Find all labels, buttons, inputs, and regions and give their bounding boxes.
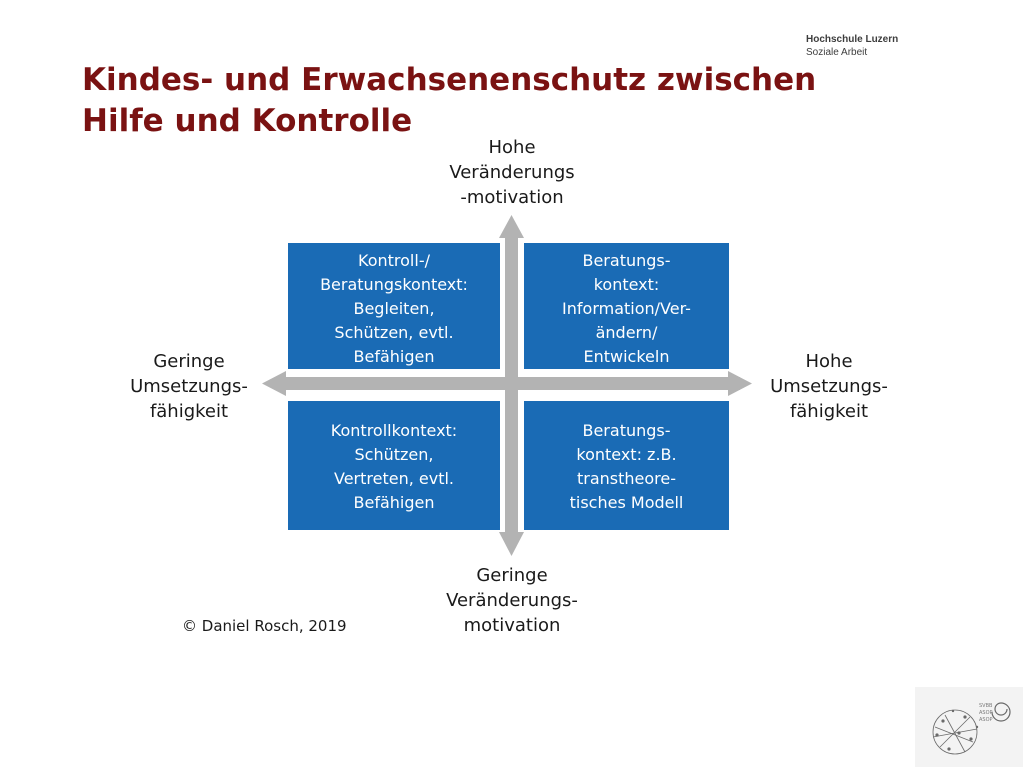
axis-label-right-line: fähigkeit xyxy=(789,401,869,422)
axis-label-top-line: Veränderungs xyxy=(449,162,575,183)
quadrant-bottom-left-line: Schützen, xyxy=(354,445,434,464)
quadrant-top-left-line: Kontroll-/ xyxy=(358,251,430,270)
quadrant-top-left-line: Beratungskontext: xyxy=(320,275,468,294)
axis-label-right-line: Umsetzungs- xyxy=(770,376,888,397)
arrow-up-icon xyxy=(499,215,524,238)
svg-text:ASOP: ASOP xyxy=(979,710,993,716)
axis-label-left-line: Umsetzungs- xyxy=(130,376,248,397)
brand-department: Soziale Arbeit xyxy=(806,47,868,58)
axis-label-bottom xyxy=(416,563,608,638)
axis-label-top-line: -motivation xyxy=(460,187,564,208)
quadrant-bottom-right-line: kontext: z.B. xyxy=(576,445,677,464)
corner-logo xyxy=(915,687,1023,767)
arrow-down-icon xyxy=(499,532,524,556)
axis-label-right xyxy=(751,349,907,424)
quadrant-top-right-line: Information/Ver- xyxy=(562,299,691,318)
copyright-notice: © Daniel Rosch, 2019 xyxy=(182,617,347,635)
slide-title-line-2: Hilfe und Kontrolle xyxy=(82,103,413,139)
network-logo-icon xyxy=(915,687,1023,767)
quadrant-bottom-left-line: Vertreten, evtl. xyxy=(333,469,454,488)
quadrant-bottom-right-line: transtheore- xyxy=(576,469,677,488)
quadrant-top-left-line: Befähigen xyxy=(353,347,435,366)
axis-label-top xyxy=(424,135,600,210)
quadrant-top-left-line: Begleiten, xyxy=(353,299,435,318)
brand-name: Hochschule Luzern xyxy=(806,34,899,45)
svg-text:SVBB: SVBB xyxy=(979,703,993,709)
axis-label-left-line: Geringe xyxy=(153,351,225,372)
axis-label-left-line: fähigkeit xyxy=(149,401,229,422)
quadrant-bottom-right-line: Beratungs- xyxy=(582,421,671,440)
axis-label-bottom-line: Geringe xyxy=(476,565,548,586)
quadrant-top-right-line: kontext: xyxy=(593,275,660,294)
axis-label-bottom-line: Veränderungs- xyxy=(446,590,578,611)
quadrant-bottom-left-line: Befähigen xyxy=(353,493,435,512)
axis-label-left xyxy=(110,349,268,424)
axis-label-right-line: Hohe xyxy=(805,351,853,372)
quadrant-top-right-line: Beratungs- xyxy=(582,251,671,270)
quadrant-top-left-line: Schützen, evtl. xyxy=(334,323,454,342)
quadrant-top-right-line: Entwickeln xyxy=(583,347,670,366)
arrow-right-icon xyxy=(728,371,752,396)
axis-label-bottom-line: motivation xyxy=(463,615,561,636)
horizontal-axis-shaft xyxy=(283,377,740,390)
svg-text:ASOP: ASOP xyxy=(979,717,993,723)
quadrant-bottom-left-line: Kontrollkontext: xyxy=(330,421,458,440)
axis-label-top-line: Hohe xyxy=(488,137,536,158)
slide-title-line-1: Kindes- und Erwachsenenschutz zwischen xyxy=(82,62,817,98)
quadrant-top-right-line: ändern/ xyxy=(595,323,658,342)
quadrant-bottom-right-line: tisches Modell xyxy=(569,493,684,512)
